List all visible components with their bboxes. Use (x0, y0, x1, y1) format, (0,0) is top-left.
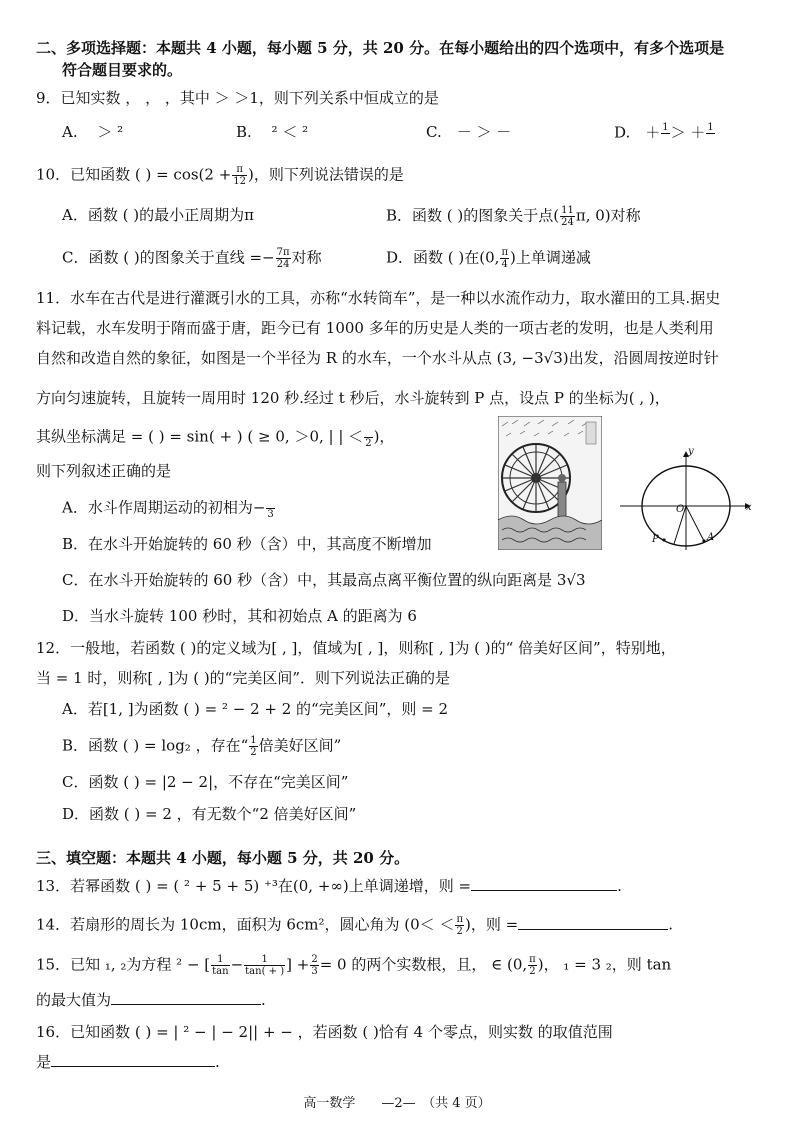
q16-answer-blank[interactable] (51, 1052, 215, 1067)
q12-option-b: B．函数 ( ) = log₂ ，存在“ $\frac{1}{2}$ 倍美好区间” (62, 735, 342, 758)
section-2-title-line1: 二、多项选择题：本题共 4 小题，每小题 5 分，共 20 分。在每小题给出的四个选项中，有多个选项是 (36, 39, 725, 57)
q10-stem: 10．已知函数 ( ) = cos(2 + $\frac{\pi}{12}$ )，则下列说法错误的是 (36, 164, 404, 187)
q16-line1: 16．已知函数 ( ) = | ² − | − 2|| + − ，若函数 ( )恰有 4 个零点，则实数 的取值范围 (36, 1023, 613, 1041)
q9-d-fraction-2: 1 (707, 122, 714, 133)
section-3-title: 三、填空题：本题共 4 小题，每小题 5 分，共 20 分。 (36, 849, 410, 867)
q11-line5: 其纵坐标满足 = ( ) = sin( + ) ( ≥ 0, ＞0, | | ＜ 2 )， (36, 427, 395, 449)
q10-option-b: B．函数 ( )的图象关于点( $\frac{11}{24}$ π, 0)对称 (386, 205, 641, 228)
q11-line4: 方向匀速旋转，且旋转一周用时 120 秒.经过 t 秒后，水斗旋转到 P 点，设点 P 的坐标为( , )， (36, 389, 670, 407)
q12-option-d: D．函数 ( ) = 2 ，有无数个“2 倍美好区间” (62, 805, 357, 823)
q13-answer-blank[interactable] (471, 876, 617, 891)
x-axis-label: x (746, 502, 752, 513)
page-footer: 高一数学 —2— （共 4 页） (303, 1096, 491, 1111)
point-a-label: A (707, 532, 715, 543)
q16-line2: 是 . (36, 1053, 220, 1071)
q12-option-c: C．函数 ( ) = |2 − 2|，不存在“完美区间” (62, 773, 349, 791)
q12-option-a: A．若[1, ]为函数 ( ) = ² − 2 + 2 的“完美区间”，则 = 2 (62, 700, 449, 718)
q9-option-c: C. － ＞ － (426, 123, 512, 141)
q11-option-b: B．在水斗开始旋转的 60 秒（含）中，其高度不断增加 (62, 535, 432, 553)
q12-line1: 12．一般地，若函数 ( )的定义域为[ , ]，值域为[ , ]，则称[ , ]为 ( )的“ 倍美好区间”，特别地， (36, 639, 676, 657)
q15-line1: 15．已知 ₁, ₂为方程 ² − [ $\frac{1}{\tan}$ − $\frac{1}{\tan( + )}$ ] + $\frac{2}{3}$ = 0 的两个实数根，且， ∈ (0, $\frac{\pi}{2}$ )， ₁ = 3 ₂，则 tan (36, 954, 672, 977)
radius-to-a (686, 506, 704, 541)
point-a (702, 539, 705, 542)
q15-line2: 的最大值为 . (36, 991, 266, 1009)
q14-answer-blank[interactable] (518, 915, 668, 930)
q9-option-b: B. ² ＜ ² (236, 123, 309, 141)
q11-option-a: A．水斗作周期运动的初相为− 3 (62, 498, 274, 520)
q13: 13．若幂函数 ( ) = ( ² + 5 + 5) ⁺³在(0, +∞)上单调递增，则 = . (36, 877, 622, 895)
circle-coordinate-figure (618, 446, 758, 556)
q11-option-d: D．当水斗旋转 100 秒时，其和初始点 A 的距离为 6 (62, 607, 417, 625)
q10-option-a: A．函数 ( )的最小正周期为π (62, 206, 254, 224)
q9-stem: 9．已知实数 ， ， ，其中 ＞ ＞1，则下列关系中恒成立的是 (36, 89, 439, 107)
q11-option-c: C．在水斗开始旋转的 60 秒（含）中，其最高点离平衡位置的纵向距离是 3√3 (62, 571, 586, 589)
q9-option-a: A. ＞ ² (62, 123, 124, 141)
point-p-label: P (652, 534, 659, 545)
q9-option-d: D. ＋ 1 ＞ ＋ 1 (614, 122, 716, 145)
y-axis-label: y (688, 446, 694, 457)
q11-line6: 则下列叙述正确的是 (36, 462, 172, 480)
q9-d-fraction-1: 1 (662, 122, 669, 133)
point-p (662, 538, 665, 541)
section-2-title-line2: 符合题目要求的。 (62, 61, 183, 79)
q14: 14．若扇形的周长为 10cm，面积为 6cm²，圆心角为 (0＜ ＜ $\frac{\pi}{2}$ )，则 = . (36, 914, 674, 937)
q10-option-c: C．函数 ( )的图象关于直线 =− $\frac{7\pi}{24}$ 对称 (62, 247, 322, 270)
q12-line2: 当 = 1 时，则称[ , ]为 ( )的“完美区间”．则下列说法正确的是 (36, 669, 451, 687)
q11-line1: 11．水车在古代是进行灌溉引水的工具，亦称“水转筒车”，是一种以水流作动力，取水灌田的工具.据史 (36, 289, 721, 307)
origin-label: O (676, 504, 685, 515)
q15-answer-blank[interactable] (111, 990, 261, 1005)
waterwheel-illustration (498, 416, 602, 550)
q11-line2: 料记载，水车发明于隋而盛于唐，距今已有 1000 多年的历史是人类的一项古老的发明，也是人类利用 (36, 319, 714, 337)
q10-option-d: D．函数 ( )在(0, $\frac{\pi}{4}$ )上单调递减 (386, 247, 591, 270)
q11-line3: 自然和改造自然的象征，如图是一个半径为 R 的水车，一个水斗从点 (3, −3√3)出发，沿圆周按逆时针 (36, 349, 719, 367)
